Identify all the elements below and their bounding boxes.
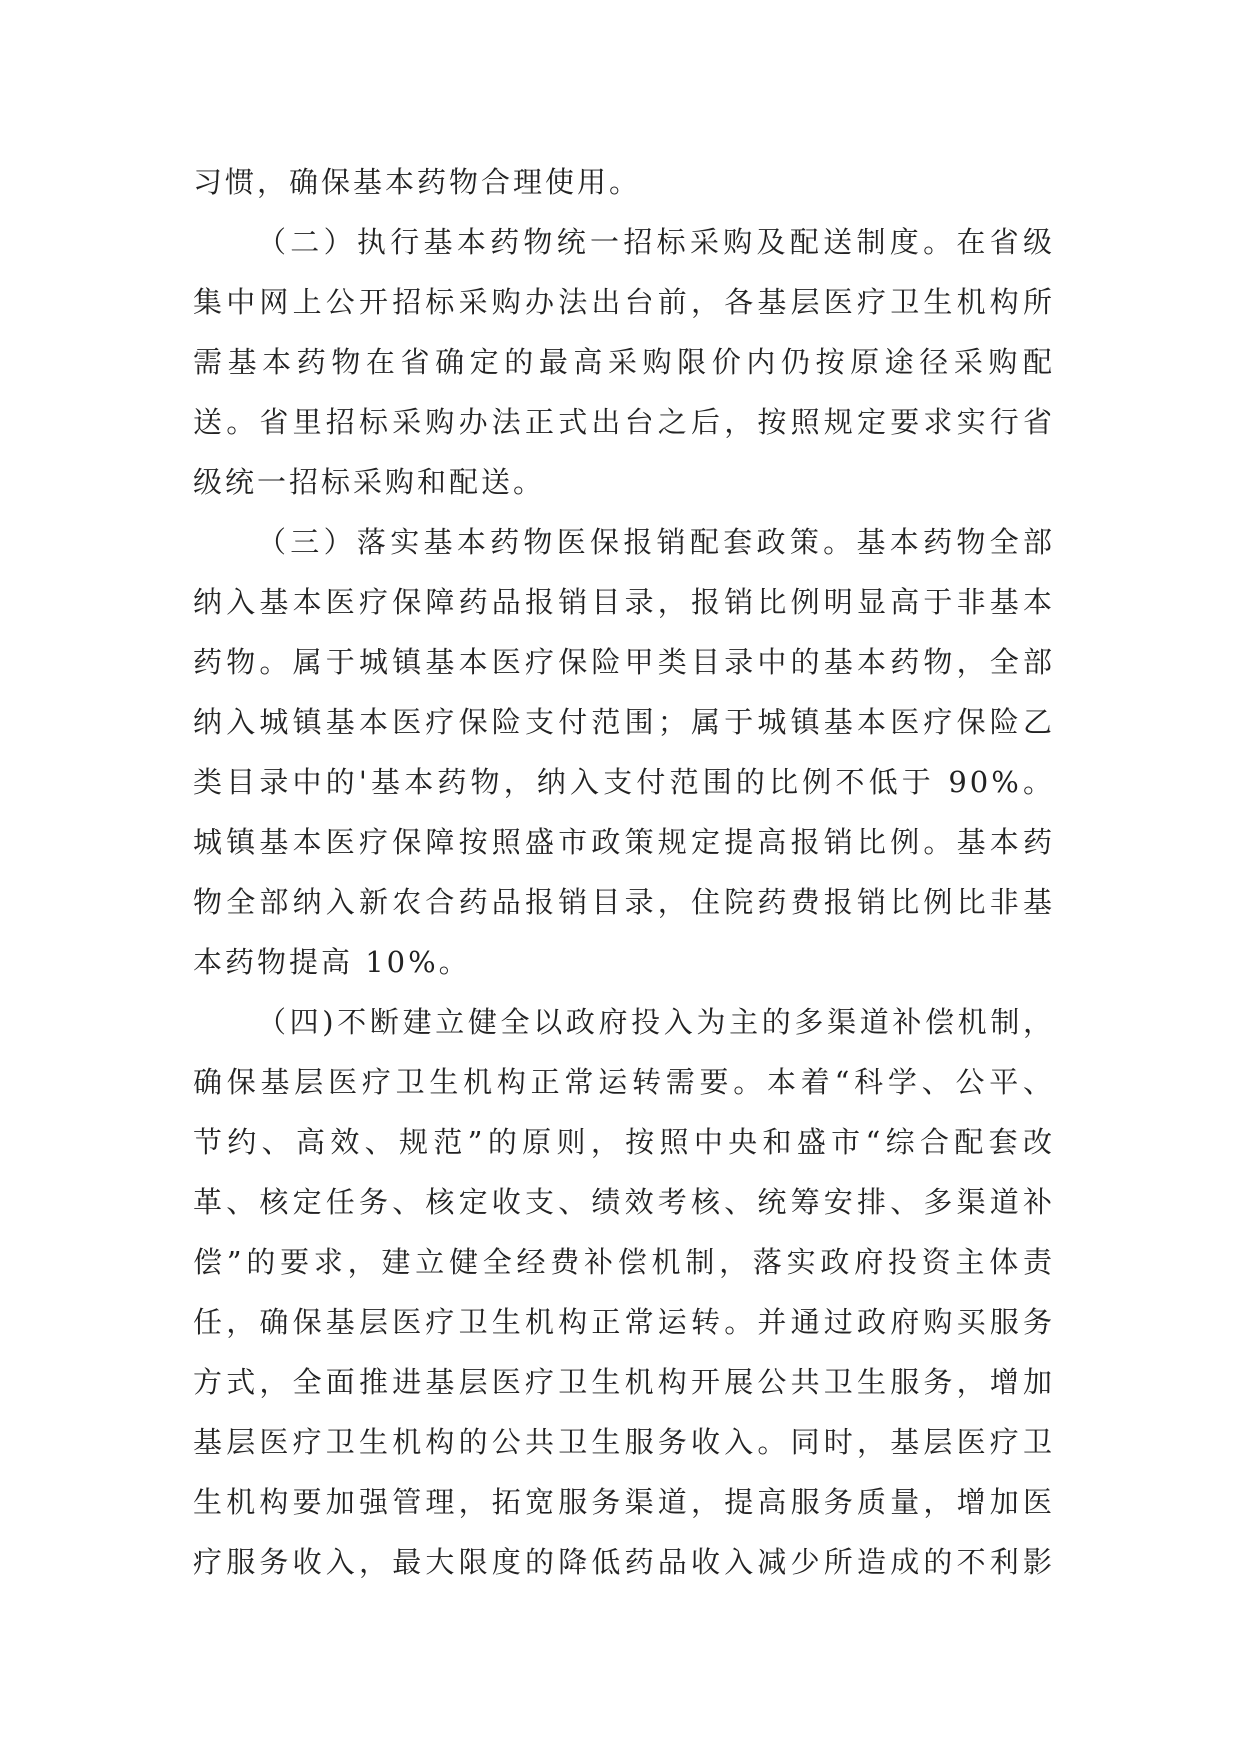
text-line: 革、核定任务、核定收支、绩效考核、统筹安排、多渠道补 <box>193 1185 1055 1219</box>
text-line: 纳入城镇基本医疗保险支付范围；属于城镇基本医疗保险乙 <box>193 705 1055 739</box>
text-line: 物全部纳入新农合药品报销目录，住院药费报销比例比非基 <box>193 885 1055 919</box>
paragraph-heading-line: （四)不断建立健全以政府投入为主的多渠道补偿机制， <box>257 1005 1055 1039</box>
text-line: 节约、高效、规范”的原则，按照中央和盛市“综合配套改 <box>193 1125 1055 1159</box>
text-line: 任，确保基层医疗卫生机构正常运转。并通过政府购买服务 <box>193 1305 1055 1339</box>
paragraph-heading-line: （三）落实基本药物医保报销配套政策。基本药物全部 <box>257 525 1055 559</box>
text-line: 城镇基本医疗保障按照盛市政策规定提高报销比例。基本药 <box>193 825 1055 859</box>
text-line: 需基本药物在省确定的最高采购限价内仍按原途径采购配 <box>193 345 1055 379</box>
text-line: 生机构要加强管理，拓宽服务渠道，提高服务质量，增加医 <box>193 1485 1055 1519</box>
text-line: 习惯，确保基本药物合理使用。 <box>193 165 642 199</box>
text-line: 纳入基本医疗保障药品报销目录，报销比例明显高于非基本 <box>193 585 1055 619</box>
text-line: 本药物提高 10%。 <box>193 945 471 979</box>
text-line: 集中网上公开招标采购办法出台前，各基层医疗卫生机构所 <box>193 285 1055 319</box>
text-line: 级统一招标采购和配送。 <box>193 465 546 499</box>
text-line: 方式，全面推进基层医疗卫生机构开展公共卫生服务，增加 <box>193 1365 1055 1399</box>
text-line: 基层医疗卫生机构的公共卫生服务收入。同时，基层医疗卫 <box>193 1425 1055 1459</box>
text-line: 偿”的要求，建立健全经费补偿机制，落实政府投资主体责 <box>193 1245 1055 1279</box>
text-line: 药物。属于城镇基本医疗保险甲类目录中的基本药物，全部 <box>193 645 1055 679</box>
paragraph-heading-line: （二）执行基本药物统一招标采购及配送制度。在省级 <box>257 225 1055 259</box>
text-line: 疗服务收入，最大限度的降低药品收入减少所造成的不利影 <box>193 1545 1055 1579</box>
text-line: 类目录中的'基本药物，纳入支付范围的比例不低于 90%。 <box>193 765 1055 799</box>
body-text <box>193 152 1055 1592</box>
text-line: 送。省里招标采购办法正式出台之后，按照规定要求实行省 <box>193 405 1055 439</box>
text-line: 确保基层医疗卫生机构正常运转需要。本着“科学、公平、 <box>193 1065 1055 1099</box>
